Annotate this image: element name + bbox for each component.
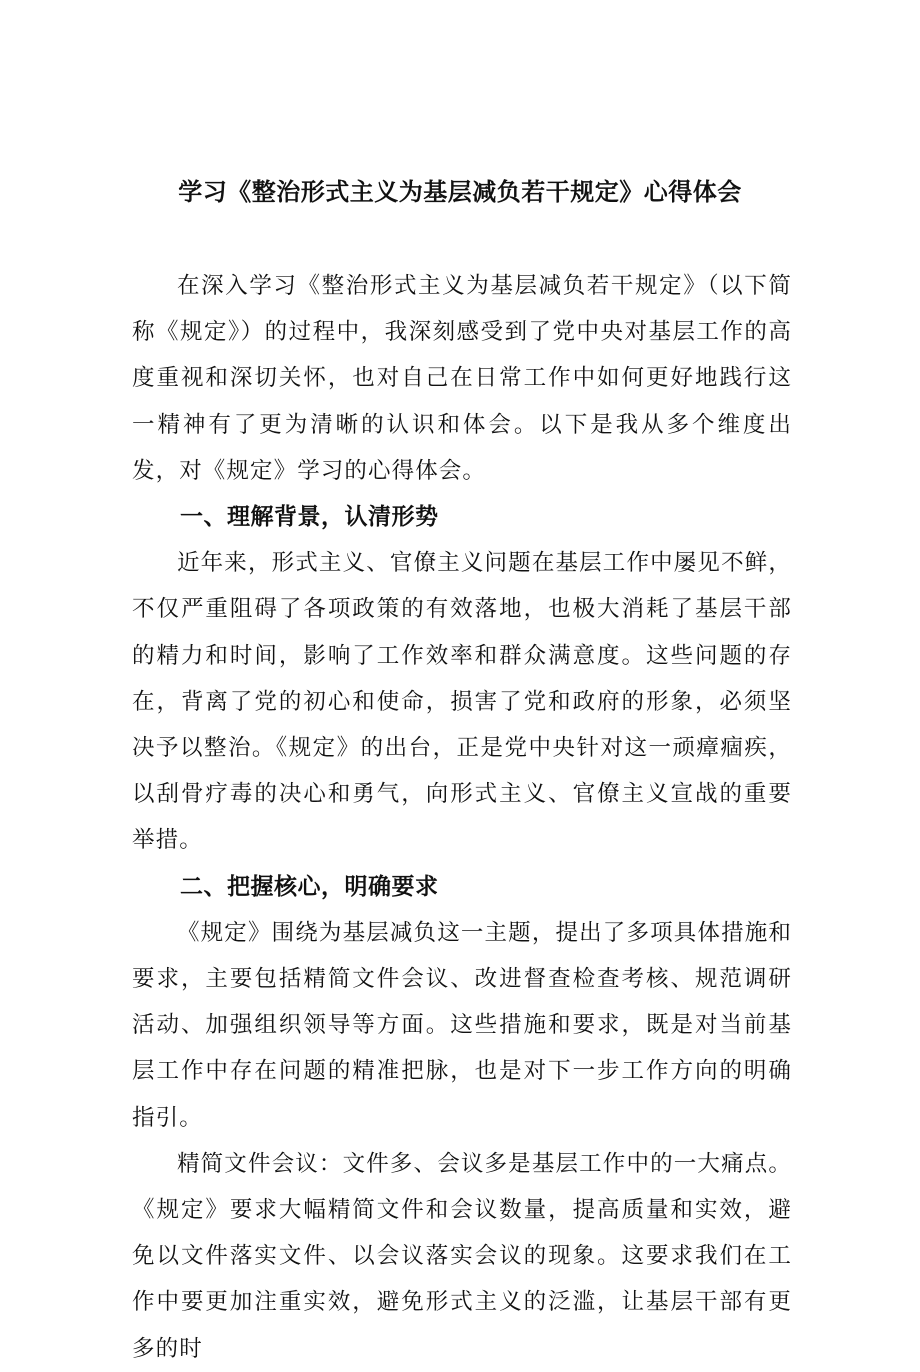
section-2-heading: 二、把握核心，明确要求	[180, 873, 439, 900]
section-1-paragraph: 近年来，形式主义、官僚主义问题在基层工作中屡见不鲜，不仅严重阻碍了各项政策的有效落地，也极大消耗了基层干部的精力和时间，影响了工作效率和群众满意度。这些问题的存在，背离了党的初心和使命，损害了党和政府的形象，必须坚决予以整治。《规定》的出台，正是党中央针对这一顽瘴痼疾，以刮骨疗毒的决心和勇气，向形式主义、官僚主义宣战的重要举措。	[132, 550, 792, 854]
section-2-paragraph-1: 《规定》围绕为基层减负这一主题，提出了多项具体措施和要求，主要包括精简文件会议、改进督查检查考核、规范调研活动、加强组织领导等方面。这些措施和要求，既是对当前基层工作中存在问题的精准把脉，也是对下一步工作方向的明确指引。	[132, 919, 792, 1131]
document-body	[132, 263, 792, 1372]
section-1-heading: 一、理解背景，认清形势	[180, 504, 439, 531]
intro-paragraph: 在深入学习《整治形式主义为基层减负若干规定》（以下简称《规定》）的过程中，我深刻感受到了党中央对基层工作的高度重视和深切关怀，也对自己在日常工作中如何更好地践行这一精神有了更为清晰的认识和体会。以下是我从多个维度出发，对《规定》学习的心得体会。	[132, 273, 792, 484]
document-title: 学习《整治形式主义为基层减负若干规定》心得体会	[178, 178, 742, 206]
section-2-paragraph-2: 精简文件会议：文件多、会议多是基层工作中的一大痛点。《规定》要求大幅精简文件和会议数量，提高质量和实效，避免以文件落实文件、以会议落实会议的现象。这要求我们在工作中要更加注重实效，避免形式主义的泛滥，让基层干部有更多的时	[132, 1150, 792, 1362]
